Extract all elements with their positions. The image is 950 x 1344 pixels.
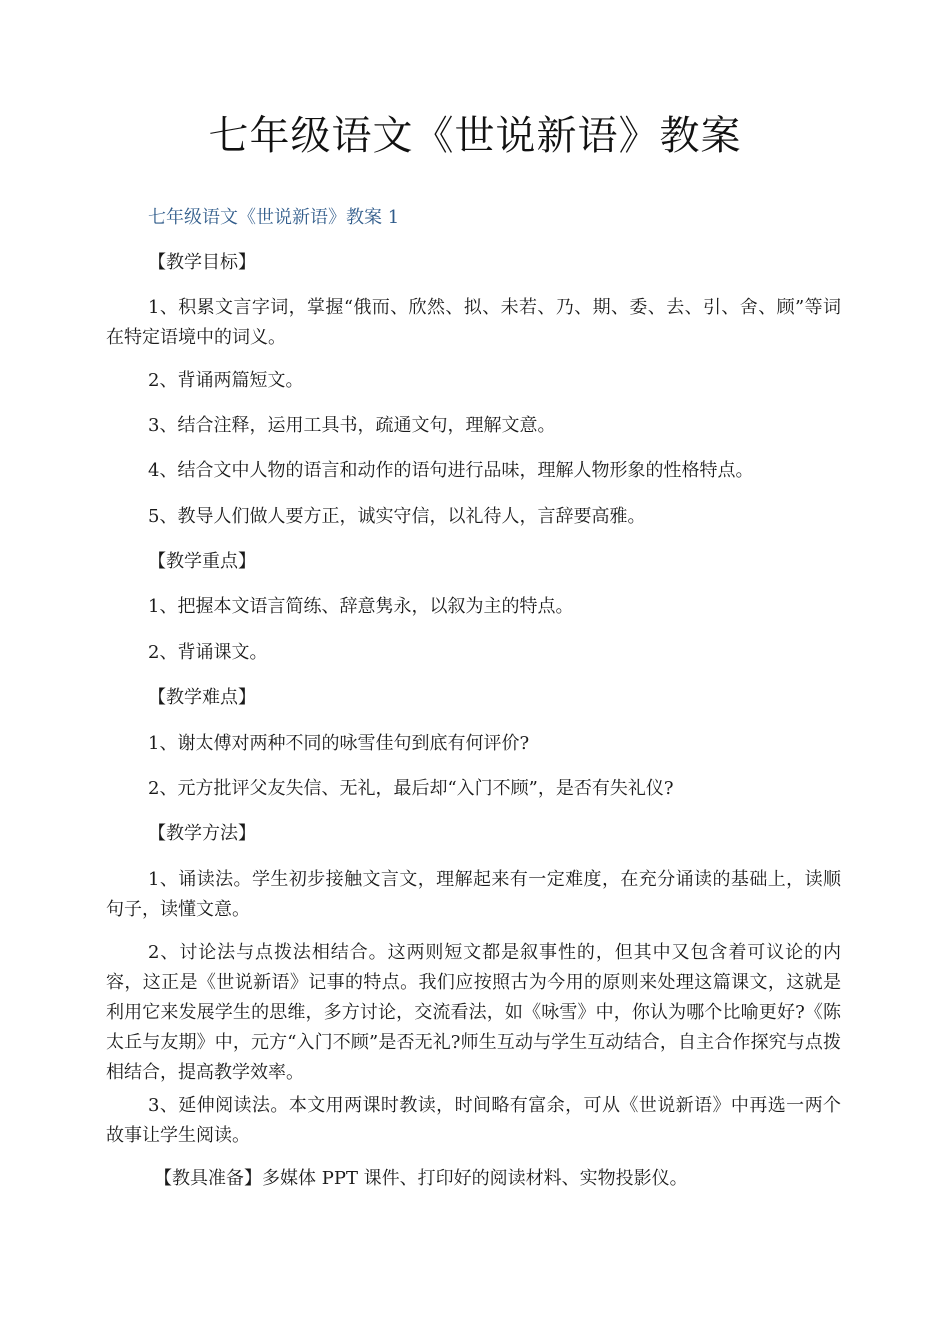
- paragraph: 2、讨论法与点拨法相结合。这两则短文都是叙事性的，但其中又包含着可议论的内容，这正是《世说新语》记事的特点。我们应按照古为今用的原则来处理这篇课文，这就是利用它来发展学生的思维，多方讨论，交流看法，如《咏雪》中，你认为哪个比喻更好?《陈太丘与友期》中，元方“入门不顾”是否无礼?师生互动与学生互动结合，自主合作探究与点拨相结合，提高教学效率。: [106, 942, 841, 1083]
- paragraph: 2、背诵两篇短文。: [148, 370, 304, 391]
- paragraph: 2、背诵课文。: [148, 642, 268, 663]
- paragraph: 3、延伸阅读法。本文用两课时教读，时间略有富余，可从《世说新语》中再选一两个故事让学生阅读。: [106, 1095, 841, 1146]
- paragraph-equipment: 【教具准备】多媒体 PPT 课件、打印好的阅读材料、实物投影仪。: [154, 1168, 688, 1189]
- section-heading-methods: 【教学方法】: [148, 823, 256, 844]
- paragraph: 1、把握本文语言简练、辞意隽永，以叙为主的特点。: [148, 596, 574, 617]
- paragraph: 4、结合文中人物的语言和动作的语句进行品味，理解人物形象的性格特点。: [148, 460, 754, 481]
- document-subtitle: 七年级语文《世说新语》教案 1: [148, 207, 400, 228]
- document-title: 七年级语文《世说新语》教案: [208, 113, 742, 159]
- paragraph: 1、积累文言字词，掌握“俄而、欣然、拟、未若、乃、期、委、去、引、舍、顾”等词在特定语境中的词义。: [106, 297, 841, 348]
- paragraph: 5、教导人们做人要方正，诚实守信，以礼待人，言辞要高雅。: [148, 506, 646, 527]
- section-heading-key-points: 【教学重点】: [148, 551, 256, 572]
- paragraph: 3、结合注释，运用工具书，疏通文句，理解文意。: [148, 415, 556, 436]
- paragraph: 1、谢太傅对两种不同的咏雪佳句到底有何评价?: [148, 733, 530, 754]
- section-heading-difficulties: 【教学难点】: [148, 687, 256, 708]
- section-heading-objectives: 【教学目标】: [148, 252, 256, 273]
- paragraph: 2、元方批评父友失信、无礼，最后却“入门不顾”，是否有失礼仪?: [148, 778, 674, 799]
- paragraph: 1、诵读法。学生初步接触文言文，理解起来有一定难度，在充分诵读的基础上，读顺句子，读懂文意。: [106, 869, 841, 920]
